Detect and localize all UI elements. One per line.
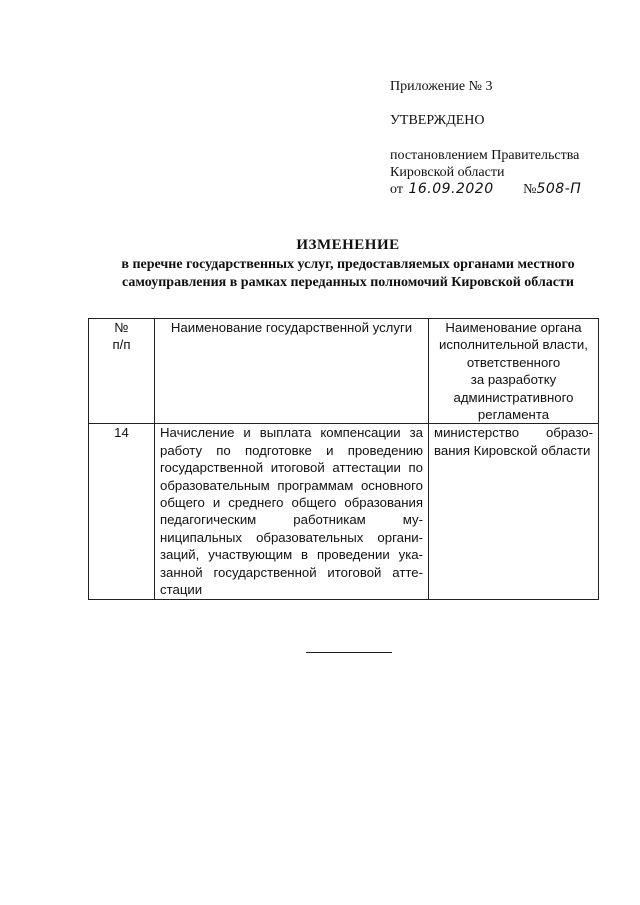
title-line-2: самоуправления в рамках переданных полномочий Кировской области: [122, 275, 574, 290]
services-table: [88, 318, 599, 600]
title-line-1: в перечне государственных услуг, предоставляемых органами местного: [121, 257, 575, 272]
appendix-label: Приложение № 3: [390, 79, 493, 94]
header-org-line-2: исполнительной власти,: [439, 337, 588, 353]
header-service-cell: [155, 319, 429, 424]
table-row: [89, 424, 599, 599]
header-org-line-6: регламента: [477, 407, 550, 423]
header-org-line-4: за разработку: [470, 372, 557, 388]
header-org-line-1: Наименование органа: [445, 320, 582, 335]
resolution-line-1: постановлением Правительства: [390, 148, 580, 163]
header-service-label: Наименование государственной услуги: [170, 320, 413, 335]
header-number-symbol: №: [114, 320, 129, 335]
row-org-cell: министерство образования Кировской области: [429, 424, 599, 599]
resolution-line-2: Кировской области: [390, 165, 505, 180]
header-org-line-3: ответственного: [466, 354, 561, 370]
row-number-cell: 14: [89, 424, 155, 599]
number-prefix: №: [523, 182, 537, 197]
header-number-cell: [89, 319, 155, 424]
handwritten-number: 508-П: [536, 181, 582, 197]
handwritten-date: 16.09.2020: [408, 181, 494, 197]
closing-rule: [306, 652, 392, 653]
date-prefix: от: [390, 182, 403, 197]
approved-label: УТВЕРЖДЕНО: [390, 113, 485, 128]
header-org-cell: [429, 319, 599, 424]
table-header-row: [89, 319, 599, 424]
header-number-pp: п/п: [112, 337, 131, 353]
resolution-date-line: [390, 181, 581, 198]
header-org-line-5: административного: [453, 389, 574, 405]
row-service-cell: Начисление и выплата компенсации за работу по подготовке и проведению государственной итоговой аттестации по образовательным программам основного общего и среднего общего образования педагогическим работникам муниципальных образовательных организаций, участвующим в проведении указанной государственной итоговой аттестации: [155, 424, 429, 599]
document-title: ИЗМЕНЕНИЕ: [296, 237, 400, 253]
